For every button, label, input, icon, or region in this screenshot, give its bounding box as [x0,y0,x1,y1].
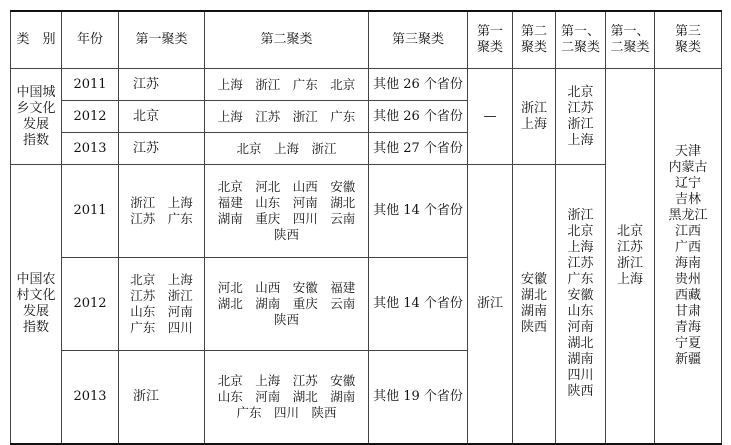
cluster1-cell: 江苏 [119,133,205,165]
header-cluster2: 第二聚类 [205,11,369,69]
cluster1-cell: 浙江 上海 江苏 广东 [119,165,205,258]
cluster2-cell: 北京 河北 山西 安徽 福建 山东 河南 湖北 湖南 重庆 四川 云南 陕西 [205,165,369,258]
table-wrapper [10,10,721,445]
cluster2-cell: 上海 浙江 广东 北京 [205,69,369,101]
header-cluster3: 第三聚类 [369,11,468,69]
urban-rural-first-second: 北京 江苏 浙江 上海 [556,69,606,165]
cluster2-cell: 上海 江苏 浙江 广东 [205,101,369,133]
combined-first-second: 北京 江苏 浙江 上海 [606,69,655,445]
year-cell: 2012 [62,101,119,133]
header-row [11,11,722,69]
header-col-first: 第一 聚类 [468,11,513,69]
year-cell: 2013 [62,351,119,445]
third-cluster-list: 天津 内蒙古 辽宁 吉林 黑龙江 江西 广西 海南 贵州 西藏 甘肃 青海 宁夏 新疆 [655,69,722,445]
header-col-first-second-a: 第一、 二聚类 [556,11,606,69]
header-year: 年份 [62,11,119,69]
cluster2-cell: 河北 山西 安徽 福建 湖北 湖南 重庆 云南 陕西 [205,258,369,351]
year-cell: 2011 [62,165,119,258]
cluster3-cell: 其他 14 个省份 [369,165,468,258]
header-col-second: 第二 聚类 [513,11,556,69]
cluster1-cell: 北京 上海 江苏 浙江 山东 河南 广东 四川 [119,258,205,351]
urban-rural-second: 浙江 上海 [513,69,556,165]
cluster1-cell: 浙江 [119,351,205,445]
rural-label: 中国农 村文化 发展 指数 [11,165,62,445]
cluster-table [10,10,722,445]
header-col-first-second-b: 第一、 二聚类 [606,11,655,69]
rural-first: 浙江 [468,165,513,445]
cluster1-cell: 江苏 [119,69,205,101]
header-category: 类 别 [11,11,62,69]
year-cell: 2011 [62,69,119,101]
rural-second: 安徽 湖北 湖南 陕西 [513,165,556,445]
header-col-third: 第三 聚类 [655,11,722,69]
urban-rural-first: — [468,69,513,165]
cluster1-cell: 北京 [119,101,205,133]
cluster3-cell: 其他 27 个省份 [369,133,468,165]
urban-rural-label: 中国城 乡文化 发展 指数 [11,69,62,165]
cluster2-cell: 北京 上海 浙江 [205,133,369,165]
header-cluster1: 第一聚类 [119,11,205,69]
rural-first-second: 浙江 北京 上海 江苏 广东 安徽 山东 河南 湖北 湖南 四川 陕西 [556,165,606,445]
cluster3-cell: 其他 19 个省份 [369,351,468,445]
year-cell: 2013 [62,133,119,165]
year-cell: 2012 [62,258,119,351]
cluster3-cell: 其他 14 个省份 [369,258,468,351]
cluster3-cell: 其他 26 个省份 [369,101,468,133]
cluster2-cell: 北京 上海 江苏 安徽 山东 河南 湖北 湖南 广东 四川 陕西 [205,351,369,445]
table-row [11,69,722,101]
cluster3-cell: 其他 26 个省份 [369,69,468,101]
